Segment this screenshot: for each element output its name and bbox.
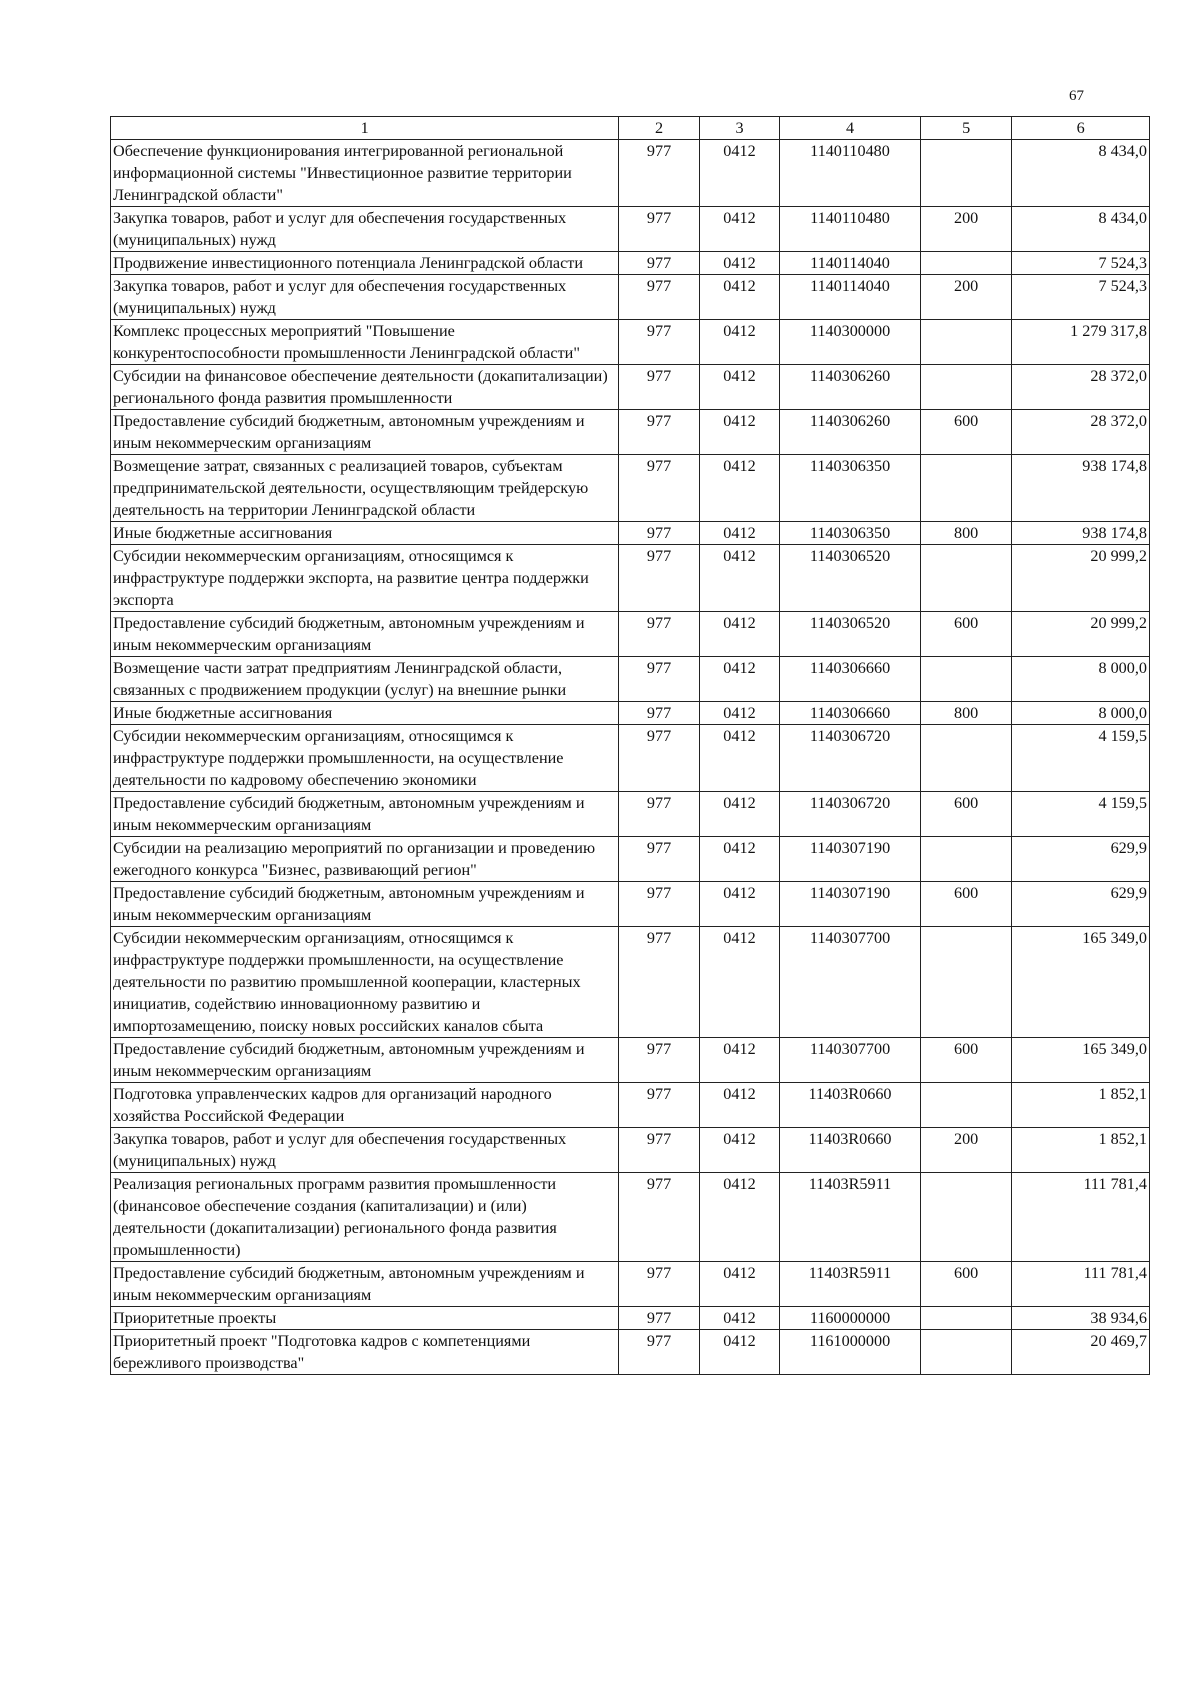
row-amount: 7 524,3 [1012,275,1150,320]
table-row [111,1083,1150,1128]
row-name: Закупка товаров, работ и услуг для обеспечения государственных (муниципальных) нужд [111,275,619,320]
row-amount: 938 174,8 [1012,455,1150,522]
row-target-code: 1140307190 [780,837,921,882]
row-target-code: 1140306660 [780,702,921,725]
row-gr-code: 977 [619,612,699,657]
row-amount: 28 372,0 [1012,410,1150,455]
row-section-code: 0412 [699,320,779,365]
row-name: Закупка товаров, работ и услуг для обеспечения государственных (муниципальных) нужд [111,1128,619,1173]
row-name: Предоставление субсидий бюджетным, автономным учреждениям и иным некоммерческим организациям [111,410,619,455]
row-section-code: 0412 [699,365,779,410]
row-gr-code: 977 [619,275,699,320]
row-gr-code: 977 [619,702,699,725]
row-section-code: 0412 [699,140,779,207]
table-row [111,1128,1150,1173]
row-section-code: 0412 [699,657,779,702]
row-name: Приоритетные проекты [111,1307,619,1330]
table-row [111,657,1150,702]
row-gr-code: 977 [619,207,699,252]
row-expense-type [920,455,1012,522]
row-amount: 20 999,2 [1012,545,1150,612]
row-name: Возмещение затрат, связанных с реализацией товаров, субъектам предпринимательской деятельности, осуществляющим трейдерскую деятельность на территории Ленинградской области [111,455,619,522]
table-row [111,1262,1150,1307]
row-section-code: 0412 [699,1128,779,1173]
row-gr-code: 977 [619,657,699,702]
header-cell: 4 [780,117,921,140]
row-target-code: 1140306260 [780,410,921,455]
row-expense-type: 600 [920,882,1012,927]
row-target-code: 1140306350 [780,455,921,522]
row-name: Продвижение инвестиционного потенциала Ленинградской области [111,252,619,275]
table-row [111,320,1150,365]
row-section-code: 0412 [699,1262,779,1307]
row-section-code: 0412 [699,410,779,455]
row-amount: 4 159,5 [1012,725,1150,792]
budget-table [110,116,1150,1375]
table-row [111,837,1150,882]
row-gr-code: 977 [619,1083,699,1128]
table-row [111,882,1150,927]
row-name: Субсидии некоммерческим организациям, относящимся к инфраструктуре поддержки экспорта, на развитие центра поддержки экспорта [111,545,619,612]
row-target-code: 1140306260 [780,365,921,410]
row-section-code: 0412 [699,1330,779,1375]
row-target-code: 1140307700 [780,1038,921,1083]
row-expense-type: 200 [920,207,1012,252]
row-gr-code: 977 [619,1262,699,1307]
row-gr-code: 977 [619,522,699,545]
row-target-code: 1140110480 [780,140,921,207]
row-name: Комплекс процессных мероприятий "Повышение конкурентоспособности промышленности Ленинградской области" [111,320,619,365]
row-expense-type [920,657,1012,702]
row-name: Подготовка управленческих кадров для организаций народного хозяйства Российской Федерации [111,1083,619,1128]
row-amount: 629,9 [1012,837,1150,882]
row-gr-code: 977 [619,725,699,792]
row-name: Возмещение части затрат предприятиям Ленинградской области, связанных с продвижением продукции (услуг) на внешние рынки [111,657,619,702]
table-row [111,1330,1150,1375]
row-expense-type: 600 [920,792,1012,837]
row-name: Обеспечение функционирования интегрированной региональной информационной системы "Инвестиционное развитие территории Ленинградской области" [111,140,619,207]
row-amount: 4 159,5 [1012,792,1150,837]
row-section-code: 0412 [699,252,779,275]
row-section-code: 0412 [699,275,779,320]
row-section-code: 0412 [699,1038,779,1083]
row-expense-type [920,545,1012,612]
header-row [111,117,1150,140]
row-expense-type [920,252,1012,275]
row-name: Закупка товаров, работ и услуг для обеспечения государственных (муниципальных) нужд [111,207,619,252]
row-section-code: 0412 [699,702,779,725]
row-gr-code: 977 [619,882,699,927]
row-name: Субсидии некоммерческим организациям, относящимся к инфраструктуре поддержки промышленности, на осуществление деятельности по развитию промышленной кооперации, кластерных инициатив, содействию инновационному развитию и импортозамещению, поиску новых российских каналов сбыта [111,927,619,1038]
row-gr-code: 977 [619,365,699,410]
row-section-code: 0412 [699,837,779,882]
row-amount: 1 279 317,8 [1012,320,1150,365]
row-name: Предоставление субсидий бюджетным, автономным учреждениям и иным некоммерческим организациям [111,1038,619,1083]
header-cell: 2 [619,117,699,140]
row-amount: 7 524,3 [1012,252,1150,275]
row-name: Приоритетный проект "Подготовка кадров с компетенциями бережливого производства" [111,1330,619,1375]
row-section-code: 0412 [699,882,779,927]
table-row [111,140,1150,207]
row-target-code: 1140306660 [780,657,921,702]
row-name: Субсидии некоммерческим организациям, относящимся к инфраструктуре поддержки промышленности, на осуществление деятельности по кадровому обеспечению экономики [111,725,619,792]
table-row [111,792,1150,837]
row-target-code: 1161000000 [780,1330,921,1375]
row-expense-type: 800 [920,702,1012,725]
row-amount: 8 000,0 [1012,657,1150,702]
row-gr-code: 977 [619,320,699,365]
table-row [111,1307,1150,1330]
row-amount: 38 934,6 [1012,1307,1150,1330]
row-name: Предоставление субсидий бюджетным, автономным учреждениям и иным некоммерческим организациям [111,882,619,927]
table-row [111,927,1150,1038]
row-target-code: 1140110480 [780,207,921,252]
row-target-code: 1140114040 [780,275,921,320]
row-target-code: 1140306350 [780,522,921,545]
row-gr-code: 977 [619,1128,699,1173]
row-section-code: 0412 [699,612,779,657]
row-expense-type [920,927,1012,1038]
table-row [111,275,1150,320]
header-cell: 6 [1012,117,1150,140]
row-expense-type [920,1083,1012,1128]
row-target-code: 11403R5911 [780,1173,921,1262]
row-amount: 8 434,0 [1012,140,1150,207]
row-amount: 1 852,1 [1012,1128,1150,1173]
row-expense-type [920,365,1012,410]
row-amount: 165 349,0 [1012,927,1150,1038]
row-name: Предоставление субсидий бюджетным, автономным учреждениям и иным некоммерческим организациям [111,792,619,837]
row-amount: 165 349,0 [1012,1038,1150,1083]
row-gr-code: 977 [619,410,699,455]
row-expense-type [920,837,1012,882]
header-cell: 3 [699,117,779,140]
row-target-code: 1140306720 [780,725,921,792]
row-section-code: 0412 [699,207,779,252]
row-amount: 28 372,0 [1012,365,1150,410]
row-gr-code: 977 [619,1173,699,1262]
table-row [111,252,1150,275]
table-row [111,702,1150,725]
table-row [111,207,1150,252]
row-expense-type: 600 [920,612,1012,657]
row-expense-type [920,1307,1012,1330]
table-row [111,410,1150,455]
row-gr-code: 977 [619,927,699,1038]
row-expense-type: 600 [920,1038,1012,1083]
row-amount: 1 852,1 [1012,1083,1150,1128]
row-section-code: 0412 [699,1173,779,1262]
row-expense-type [920,140,1012,207]
row-section-code: 0412 [699,455,779,522]
row-expense-type: 600 [920,410,1012,455]
table-row [111,1038,1150,1083]
row-gr-code: 977 [619,1330,699,1375]
header-cell: 5 [920,117,1012,140]
row-expense-type: 200 [920,1128,1012,1173]
row-gr-code: 977 [619,545,699,612]
table-row [111,1173,1150,1262]
header-cell: 1 [111,117,619,140]
row-target-code: 1140114040 [780,252,921,275]
row-section-code: 0412 [699,1083,779,1128]
row-section-code: 0412 [699,545,779,612]
table-row [111,545,1150,612]
row-expense-type: 600 [920,1262,1012,1307]
row-expense-type [920,725,1012,792]
table-row [111,365,1150,410]
row-gr-code: 977 [619,1038,699,1083]
row-target-code: 1140307700 [780,927,921,1038]
row-target-code: 1140306520 [780,545,921,612]
row-target-code: 1160000000 [780,1307,921,1330]
row-target-code: 1140307190 [780,882,921,927]
row-target-code: 11403R5911 [780,1262,921,1307]
table-row [111,725,1150,792]
row-expense-type: 200 [920,275,1012,320]
row-gr-code: 977 [619,140,699,207]
row-section-code: 0412 [699,522,779,545]
row-name: Иные бюджетные ассигнования [111,522,619,545]
row-name: Предоставление субсидий бюджетным, автономным учреждениям и иным некоммерческим организациям [111,612,619,657]
row-gr-code: 977 [619,837,699,882]
row-section-code: 0412 [699,725,779,792]
row-target-code: 1140306520 [780,612,921,657]
row-amount: 8 000,0 [1012,702,1150,725]
row-name: Реализация региональных программ развития промышленности (финансовое обеспечение создания (капитализации) и (или) деятельности (докапитализации) регионального фонда развития промышленности) [111,1173,619,1262]
row-expense-type: 800 [920,522,1012,545]
row-amount: 20 469,7 [1012,1330,1150,1375]
row-section-code: 0412 [699,792,779,837]
row-section-code: 0412 [699,927,779,1038]
row-name: Субсидии на финансовое обеспечение деятельности (докапитализации) регионального фонда развития промышленности [111,365,619,410]
row-gr-code: 977 [619,792,699,837]
row-amount: 20 999,2 [1012,612,1150,657]
table-row [111,612,1150,657]
table-body [111,140,1150,1375]
page-number: 67 [1069,88,1084,104]
row-amount: 629,9 [1012,882,1150,927]
row-gr-code: 977 [619,455,699,522]
row-target-code: 1140306720 [780,792,921,837]
row-target-code: 11403R0660 [780,1128,921,1173]
row-target-code: 1140300000 [780,320,921,365]
row-expense-type [920,320,1012,365]
table-row [111,455,1150,522]
row-gr-code: 977 [619,252,699,275]
row-name: Субсидии на реализацию мероприятий по организации и проведению ежегодного конкурса "Бизнес, развивающий регион" [111,837,619,882]
row-name: Иные бюджетные ассигнования [111,702,619,725]
row-amount: 8 434,0 [1012,207,1150,252]
row-amount: 938 174,8 [1012,522,1150,545]
row-section-code: 0412 [699,1307,779,1330]
table-row [111,522,1150,545]
row-gr-code: 977 [619,1307,699,1330]
row-amount: 111 781,4 [1012,1262,1150,1307]
row-name: Предоставление субсидий бюджетным, автономным учреждениям и иным некоммерческим организациям [111,1262,619,1307]
row-amount: 111 781,4 [1012,1173,1150,1262]
row-target-code: 11403R0660 [780,1083,921,1128]
row-expense-type [920,1173,1012,1262]
row-expense-type [920,1330,1012,1375]
